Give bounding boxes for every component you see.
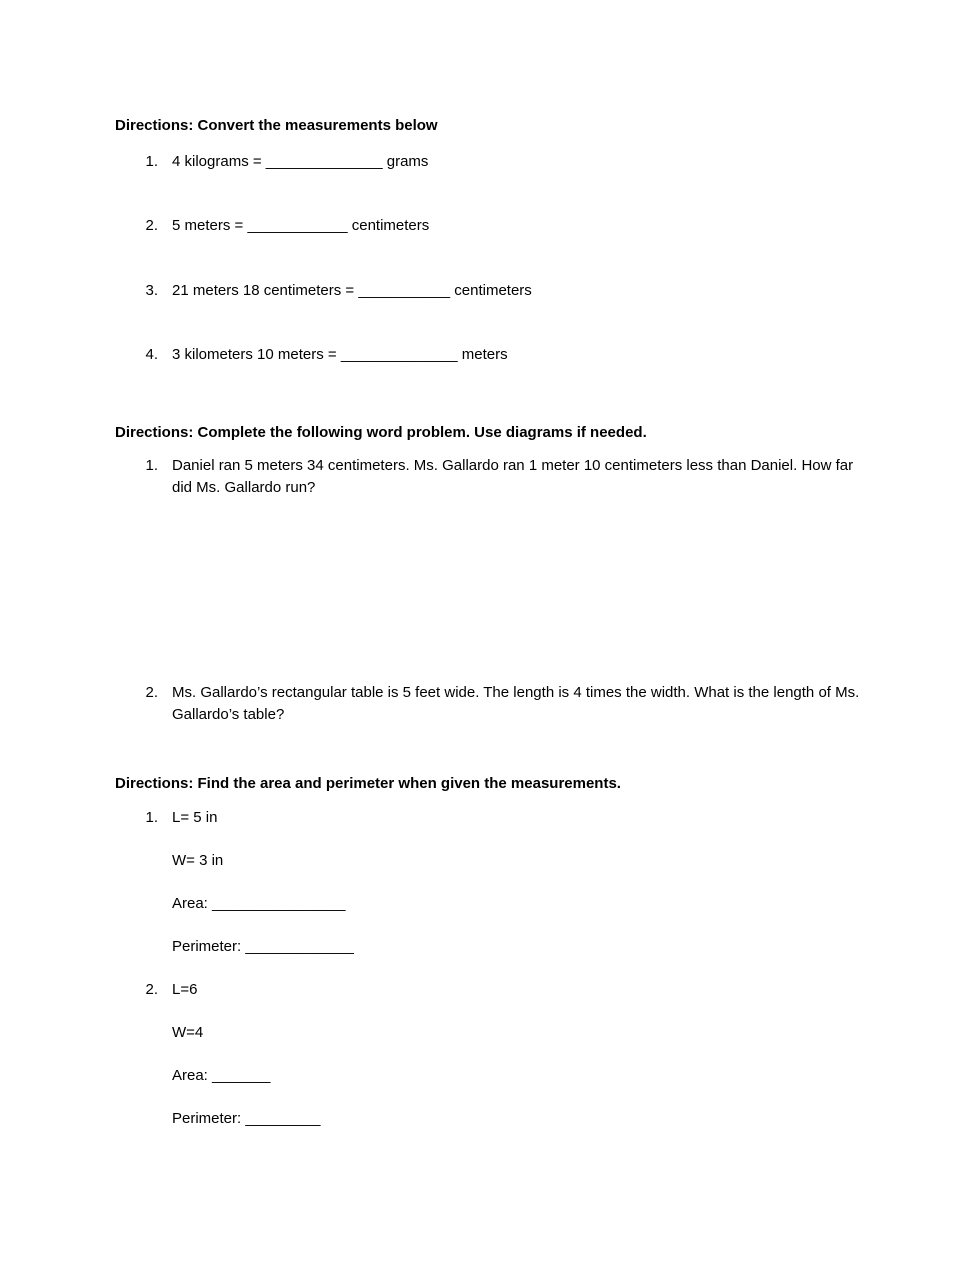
question-number: 2. [145, 981, 158, 998]
question-number: 3. [145, 282, 158, 299]
section2-heading: Directions: Complete the following word problem. Use diagrams if needed. [115, 424, 647, 441]
rectangle-2-length: L=6 [172, 981, 198, 998]
rectangle-1-perimeter: Perimeter: _____________ [172, 938, 354, 955]
rectangle-2-area: Area: _______ [172, 1067, 271, 1084]
rectangle-1-area: Area: ________________ [172, 895, 346, 912]
question-number: 1. [145, 153, 158, 170]
question-number: 1. [145, 809, 158, 826]
section3-heading: Directions: Find the area and perimeter when given the measurements. [115, 775, 621, 792]
rectangle-2-width: W=4 [172, 1024, 204, 1041]
conversion-question-2: 5 meters = ____________ centimeters [172, 217, 430, 234]
rectangle-1-width: W= 3 in [172, 852, 224, 869]
question-number: 1. [145, 457, 158, 474]
word-problem-1: Daniel ran 5 meters 34 centimeters. Ms. Gallardo ran 1 meter 10 centimeters less than Daniel. How far did Ms. Gallardo run? [172, 457, 854, 496]
conversion-question-4: 3 kilometers 10 meters = ______________ meters [172, 346, 508, 363]
question-number: 2. [145, 217, 158, 234]
conversion-question-3: 21 meters 18 centimeters = ___________ centimeters [172, 282, 532, 299]
question-number: 4. [145, 346, 158, 363]
conversion-question-1: 4 kilograms = ______________ grams [172, 153, 429, 170]
rectangle-1-length: L= 5 in [172, 809, 218, 826]
word-problem-2: Ms. Gallardo’s rectangular table is 5 feet wide. The length is 4 times the width. What is the length of Ms. Gallardo’s table? [172, 684, 860, 723]
section1-heading: Directions: Convert the measurements below [115, 117, 438, 134]
rectangle-2-perimeter: Perimeter: _________ [172, 1110, 321, 1127]
question-number: 2. [145, 684, 158, 701]
